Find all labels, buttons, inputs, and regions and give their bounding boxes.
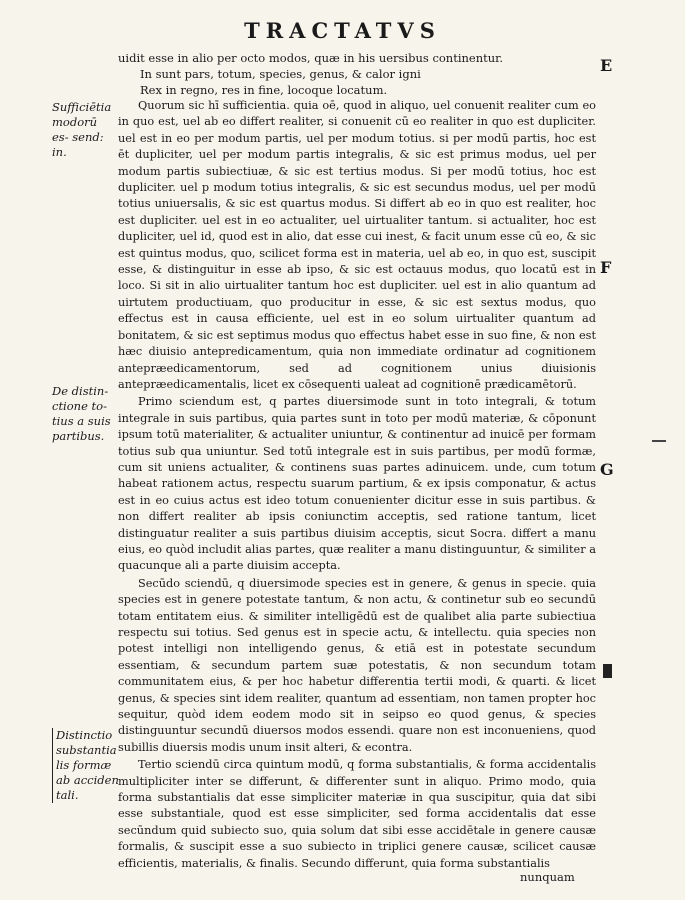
side-letter-f: F	[600, 258, 612, 277]
paragraph: Secūdo sciendū, q diuersimode species est in genere, & genus in specie. quia species est in genere potestate tantum, & non actu, & continetur sub eo secundū totam entitatem eius. & similiter intelligēdū est de qualibet alia parte subiectiua respectu sui totius. Sed genus est in specie actu, & intellectu. quia species non potest intelligi non intelligendo genus, & etiā est in potestate secundum essentiam, & secundum partem suæ potestatis, & non secundum totam communitatem eius, & per hoc habetur differentia tertii modi, & quarti. & licet genus, & species sint idem realiter, quantum ad essentiam, non tamen propter hoc sequitur, quòd idem eodem modo sit in seipso eo quod genus, & species distinguuntur secundū diuersos modos essendi. quare non est inconueniens, quod subillis diuersis modis unum insit alteri, & econtra.	[118, 576, 596, 754]
margin-note-de-distinctione: De distin- ctione to- tius a suis partibus.	[52, 384, 111, 443]
side-letter-g: G	[600, 460, 614, 479]
margin-note-distinctio: Distinctio substantia lis formæ ab acciden tali.	[52, 728, 120, 803]
verse-line: Rex in regno, res in fine, locoque locatum.	[140, 83, 388, 97]
margin-note-sufficientia: Sufficiētia modorū es- send: in.	[52, 100, 112, 159]
side-letter-e: E	[600, 56, 613, 75]
paragraph: Quorum sic hī sufficientia. quia oē, quod in aliquo, uel conuenit realiter cum eo in quo est, uel ab eo differt realiter, si conuenit cū eo realiter in quo est dupliciter. uel est in eo per modum partis, uel per modum totius. si per modū partis, hoc est ēt dupliciter, uel per modum partis integralis, & sic est primus modus, uel per modum partis subiectiuæ, & sic est tertius modus. Si per modū totius, hoc est dupliciter. uel p modum totius integralis, & sic est secundus modus, uel per modū totius uniuersalis, & sic est quartus modus. Si differt ab eo in quo est realiter, hoc est dupliciter. uel est in eo actualiter, uel uirtualiter tantum. si actualiter, hoc est dupliciter, uel id, quod est in alio, dat esse cui inest, & facit unum esse cū eo, & sic est quintus modus, quo, scilicet forma est in materia, uel ab eo, in quo est, suscipit esse, & distinguitur in esse ab ipso, & sic est octauus modus, quo locatū est in loco. Si sit in alio uirtualiter tantum hoc est dupliciter. uel est in alio quantum ad uirtutem productiuam, quo producitur in esse, & sic est sextus modus, quo effectus est in causa efficiente, uel est in eo solum uirtualiter quantum ad bonitatem, & sic est septimus modus quo effectus habet esse in suo fine, & non est hæc diuisio antepredicamentum, quia non immediate ordinatur ad cognitionem antepræedicamentorum, sed ad cognitionem unius diuisionis antepræedicamentalis, licet ex cōsequenti ualeat ad cognitionē prædicamētorū.	[118, 99, 596, 391]
catchword: nunquam	[520, 870, 575, 884]
margin-ornament	[603, 664, 612, 678]
margin-mark	[652, 440, 666, 442]
body-text	[118, 98, 596, 872]
verse-line: In sunt pars, totum, species, genus, & calor igni	[140, 67, 421, 81]
opening-line: uidit esse in alio per octo modos, quæ in his uersibus continentur.	[118, 51, 504, 65]
paragraph: Primo sciendum est, q partes diuersimode sunt in toto integrali, & totum integrale in suis partibus, quia partes sunt in toto per modū materiæ, & cōponunt ipsum totū materialiter, & actualiter uniuntur, & continentur ad inuicē per formam totius sub qua uniuntur. Sed totū integrale est in suis partibus, per modū formæ, cum sit uniens actualiter, & continens suas partes adinuicem. unde, cum totum habeat rationem actus, respectu suarum partium, & ex ipsis componatur, & actus est in eo cuius actus est ideo totum conuenienter dicitur esse in suis partibus. & non differt realiter ab ipsis coniunctim acceptis, sed ratione tantum, licet distinguatur realiter a suis partibus diuisim acceptis, sicut Socra. differt a manu eius, eo quòd includit alias partes, quæ realiter a manu distinguuntur, & similiter a quacunque ali a parte diuisim accepta.	[118, 395, 596, 573]
running-title: TRACTATVS	[244, 18, 441, 43]
opening-lines	[118, 50, 588, 98]
paragraph: Tertio sciendū circa quintum modū, q forma substantialis, & forma accidentalis multipliciter inter se differunt, & differenter sunt in aliquo. Primo modo, quia forma substantialis dat esse simpliciter materiæ in qua suscipitur, quia dat sibi esse substantiale, quod est esse simpliciter, sed forma accidentalis dat esse secūndum quid subiecto suo, quia solum dat sibi esse accidētale in genere causæ formalis, & suscipit esse a suo subiecto in triplici genere causæ, scilicet causæ efficientis, materialis, & finalis. Secundo differunt, quia forma substantialis	[118, 758, 596, 870]
